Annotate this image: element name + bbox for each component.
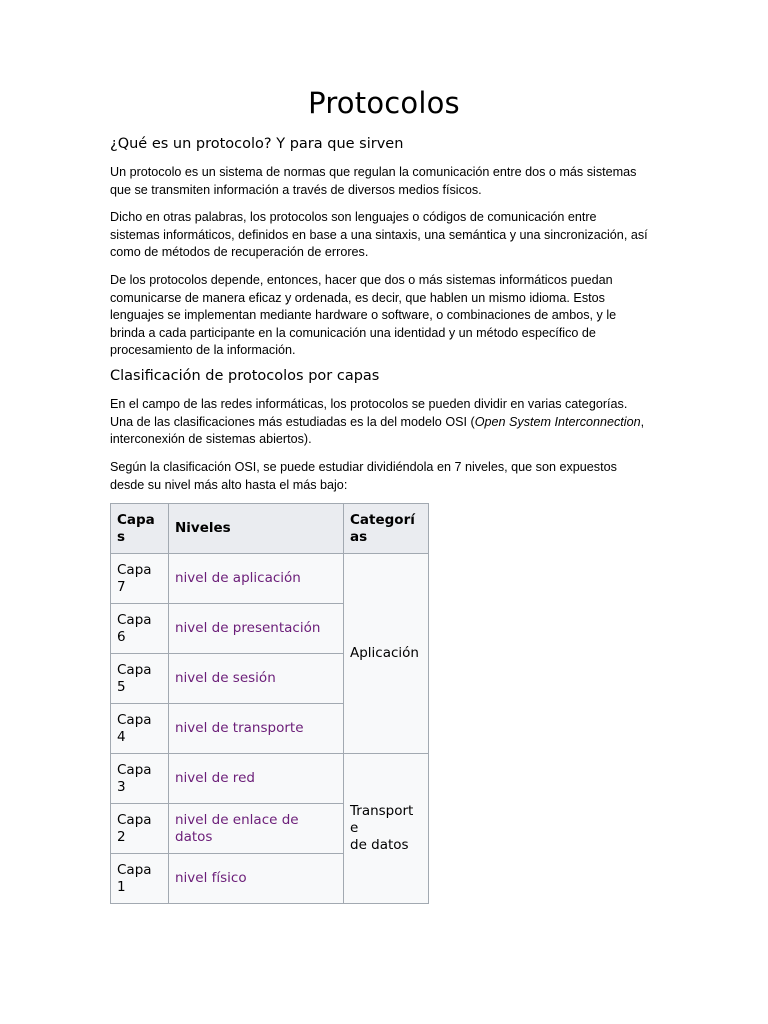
- section-heading-what-is: ¿Qué es un protocolo? Y para que sirven: [110, 136, 404, 152]
- text-fragment: ,: [640, 414, 645, 429]
- category-transporte-datos: Transport e de datos: [344, 754, 429, 904]
- text-line: interconexión de sistemas abiertos).: [110, 432, 312, 447]
- capa-cell: Capa 4: [111, 704, 169, 754]
- text-line: lenguajes se implementan mediante hardware o software, o combinaciones de ambos, y le: [110, 308, 617, 323]
- capa-cell: Capa 3: [111, 754, 169, 804]
- text-line: que se transmiten información a través de diversos medios físicos.: [110, 182, 482, 197]
- header-categorias: Categorí as: [344, 504, 429, 554]
- capa-cell: Capa 1: [111, 854, 169, 904]
- text-line: sistemas informáticos, definidos en base a una sintaxis, una semántica y una sincronización, así: [110, 227, 648, 242]
- nivel-link-transporte[interactable]: nivel de transporte: [169, 704, 344, 754]
- text-line: procesamiento de la información.: [110, 343, 296, 358]
- table-header-row: [111, 504, 429, 554]
- text-line: Un protocolo es un sistema de normas que regulan la comunicación entre dos o más sistemas: [110, 165, 637, 179]
- capa-cell: Capa 5: [111, 654, 169, 704]
- section-heading-classification: Clasificación de protocolos por capas: [110, 368, 380, 384]
- text-line: desde su nivel más alto hasta el más bajo:: [110, 477, 348, 492]
- text-line: comunicarse de manera eficaz y ordenada, es decir, que hablen un mismo idioma. Estos: [110, 290, 605, 305]
- category-aplicacion: Aplicación: [344, 554, 429, 754]
- text-line: Según la clasificación OSI, se puede estudiar dividiéndola en 7 niveles, que son expuestos: [110, 460, 617, 474]
- paragraph-definition: [110, 164, 658, 199]
- nivel-link-aplicacion[interactable]: nivel de aplicación: [169, 554, 344, 604]
- header-capas: Capa s: [111, 504, 169, 554]
- header-niveles: Niveles: [169, 504, 344, 554]
- nivel-link-presentacion[interactable]: nivel de presentación: [169, 604, 344, 654]
- nivel-link-fisico[interactable]: nivel físico: [169, 854, 344, 904]
- capa-cell: Capa 6: [111, 604, 169, 654]
- text-line: como de métodos de recuperación de errores.: [110, 245, 369, 260]
- text-line: brinda a cada participante en la comunicación una identidad y un método específico de: [110, 325, 596, 340]
- capa-cell: Capa 7: [111, 554, 169, 604]
- page-title: Protocolos: [308, 86, 460, 120]
- nivel-link-enlace[interactable]: nivel de enlace de datos: [169, 804, 344, 854]
- osi-layers-table: [110, 503, 429, 904]
- italic-term: Open System Interconnection: [474, 414, 641, 429]
- nivel-link-sesion[interactable]: nivel de sesión: [169, 654, 344, 704]
- nivel-link-red[interactable]: nivel de red: [169, 754, 344, 804]
- paragraph-osi-intro: [110, 396, 658, 449]
- table-row: [111, 754, 429, 804]
- paragraph-dependence: [110, 272, 658, 360]
- paragraph-languages: [110, 209, 658, 262]
- capa-cell: Capa 2: [111, 804, 169, 854]
- paragraph-osi-levels: [110, 459, 658, 494]
- text-line: Dicho en otras palabras, los protocolos son lenguajes o códigos de comunicación entre: [110, 210, 597, 224]
- text-line: En el campo de las redes informáticas, los protocolos se pueden dividir en varias categorías.: [110, 397, 628, 411]
- table-row: [111, 554, 429, 604]
- text-line: Una de las clasificaciones más estudiadas es la del modelo OSI (: [110, 414, 475, 429]
- text-line: De los protocolos depende, entonces, hacer que dos o más sistemas informáticos puedan: [110, 273, 613, 287]
